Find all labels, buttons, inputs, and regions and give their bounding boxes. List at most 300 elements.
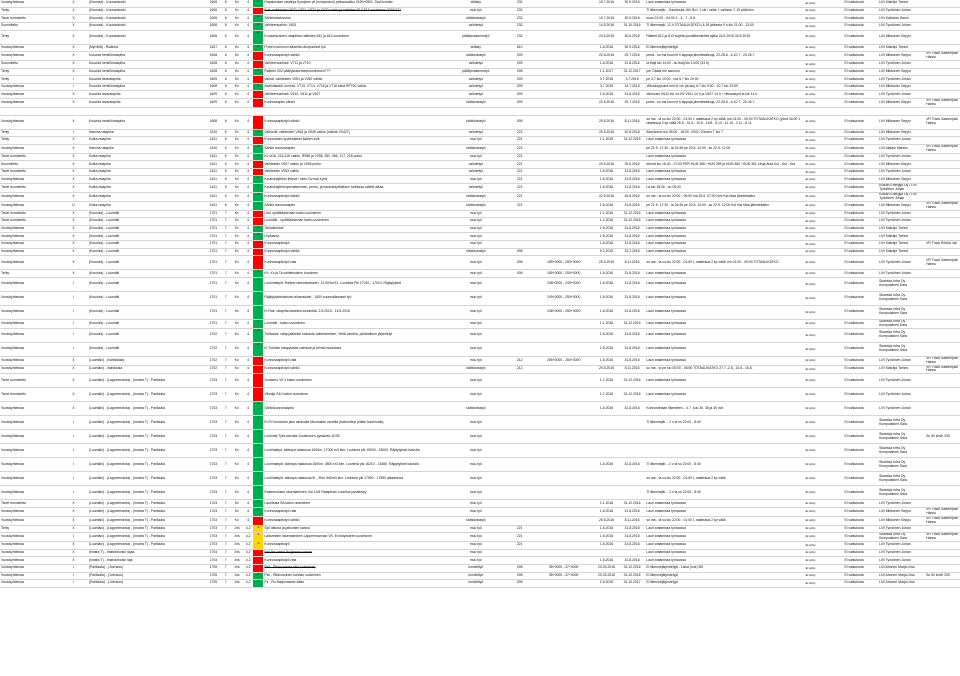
status-cell: Vuosisyhteinaa xyxy=(0,144,59,153)
section-code-cell: 1705 xyxy=(206,580,220,588)
start-date-cell xyxy=(594,486,619,500)
work-type-cell: muu työ xyxy=(445,277,506,291)
contractor-cell xyxy=(925,184,960,193)
traffic-arrangement-cell: Tl liikennejär. - 2 x la su 22:00 - 8:40 xyxy=(645,458,804,472)
region-cell: 4,2 xyxy=(243,564,253,572)
area-code-cell: 7 xyxy=(221,516,231,525)
location-cell: (Luumäki) - (Lappeenranta) - (Imatra T) - Parikkala xyxy=(88,507,206,516)
impact-cell: Ei vaikutusta xyxy=(843,129,878,137)
status-cell: Tarve tunnistettu xyxy=(0,15,59,23)
district-cell: Kv xyxy=(231,256,243,270)
traffic-arrangement-cell: Lauri antamissa työraossa xyxy=(645,549,804,557)
description-cell: Louhintatyöt: aldeaya ratalukua 1600m, 4800 m3 klm. Louhinta plk 16210 - 16350. Räjäytykset kaivulla xyxy=(263,458,445,472)
priority-cell xyxy=(253,233,263,241)
end-date-cell: 31.12.2016 xyxy=(619,218,646,226)
description-cell: Sähkö kunnossapito xyxy=(263,144,445,153)
section-code-cell: 1608 xyxy=(206,60,220,68)
end-date-cell: 31.12.2016 xyxy=(619,210,646,218)
contractor-cell xyxy=(925,15,960,23)
location-cell: (Luumäki) - (Lappeenranta) - (Imatra T) - Parikkala xyxy=(88,374,206,388)
end-date-cell: 29.7.2016 xyxy=(619,52,646,61)
impact-cell: Ei vaikutusta xyxy=(843,458,878,472)
priority-cell xyxy=(253,210,263,218)
location-cell: (Luumäki) - (Lappeenranta) - (Imatra T) - Parikkala xyxy=(88,542,206,550)
track-cell: 232 xyxy=(506,22,533,30)
description-cell: Vaihteenvaihdot: V711 ja V710 xyxy=(263,60,445,68)
status-cell: Vuosisyhteinaa xyxy=(0,365,59,374)
start-date-cell xyxy=(594,7,619,15)
type-cell: X xyxy=(59,270,88,278)
priority-marker: 2 xyxy=(253,233,263,240)
track-cell: 222 xyxy=(506,129,533,137)
end-date-cell: 30.9.2016 xyxy=(619,15,646,23)
priority-marker: 3 xyxy=(253,542,263,549)
track-cell: 009 xyxy=(506,99,533,108)
type-cell: X xyxy=(59,525,88,533)
start-date-cell: 1.6.2016 xyxy=(594,458,619,472)
area-code-cell: 7 xyxy=(221,486,231,500)
work-type-cell: muu työ xyxy=(445,388,506,402)
description-cell: Kunnossapitotyö sähkö xyxy=(263,516,445,525)
type-cell: X xyxy=(59,516,88,525)
description-cell: Vaihteiden V053 vaihto xyxy=(263,168,445,176)
location-cell: (Kouvola) - Luumäki xyxy=(88,277,206,291)
location-cell: (Luumäki) - (Lappeenranta) - (Imatra T) - Parikkala xyxy=(88,472,206,486)
end-date-cell: 26.8.2016 xyxy=(619,192,646,201)
section-code-cell: 1701 xyxy=(206,291,220,305)
table-row xyxy=(0,305,960,319)
track-cell: 221 xyxy=(506,176,533,184)
work-type-cell: vaihdetyö xyxy=(445,83,506,91)
end-date-cell xyxy=(619,549,646,557)
table-row xyxy=(0,365,960,374)
section-code-cell: 1611 xyxy=(206,176,220,184)
priority-marker: 1 xyxy=(253,366,263,374)
section-code-cell: 1703 xyxy=(206,542,220,550)
type-cell: X xyxy=(59,15,88,23)
area-code-cell: 6 xyxy=(221,30,231,44)
work-type-cell: muu työ xyxy=(445,291,506,305)
start-date-cell: 1.1.2016 xyxy=(594,388,619,402)
state-cell: Ei tehty xyxy=(805,68,844,76)
priority-marker: 2 xyxy=(253,130,263,137)
responsible-cell: LiVi Tyndönen Juhan xyxy=(878,7,925,15)
location-cell: Kotka ratapiha xyxy=(88,168,206,176)
type-cell: X xyxy=(59,115,88,129)
responsible-cell: Skanska Infra Oy Kumpulainen Sara xyxy=(878,291,925,305)
status-cell: Vuosisyhteinaa xyxy=(0,580,59,588)
start-date-cell xyxy=(594,472,619,486)
status-cell: Vuosisyhteinaa xyxy=(0,516,59,525)
work-type-cell: vaihdetyö xyxy=(445,60,506,68)
traffic-arrangement-cell: Lauri antamissa työraossa xyxy=(645,328,804,342)
type-cell: X xyxy=(59,557,88,565)
region-cell: 4 xyxy=(243,44,253,52)
work-type-cell: muu työ xyxy=(445,153,506,161)
impact-cell: Ei vaikutusta xyxy=(843,444,878,458)
location-cell: Kouvola henkilöratapiha xyxy=(88,52,206,61)
impact-cell: Ei vaikutusta xyxy=(843,365,878,374)
priority-marker: 1 xyxy=(253,357,263,365)
status-cell: Suunniteltu xyxy=(0,22,59,30)
km-range-cell: 248+0000 - 249+0000 xyxy=(533,277,594,291)
area-code-cell: 7 xyxy=(221,365,231,374)
work-type-cell: muu työ xyxy=(445,444,506,458)
district-cell: Kv xyxy=(231,68,243,76)
table-row xyxy=(0,15,960,23)
description-cell: Luumäki - katon uusiminen xyxy=(263,319,445,328)
table-row xyxy=(0,30,960,44)
status-cell: Suunniteltu xyxy=(0,161,59,169)
work-type-cell: muu työ xyxy=(445,542,506,550)
status-cell: Vuosisyhteinaa xyxy=(0,542,59,550)
priority-cell xyxy=(253,277,263,291)
status-cell: Vuosisyhteinaa xyxy=(0,176,59,184)
state-cell: Ei tehty xyxy=(805,533,844,542)
priority-cell xyxy=(253,137,263,145)
region-cell: 4 xyxy=(243,430,253,444)
track-cell xyxy=(506,277,533,291)
area-code-cell xyxy=(221,107,231,115)
status-cell: Suunniteltu xyxy=(0,60,59,68)
type-cell: X xyxy=(59,137,88,145)
type-cell: X xyxy=(59,7,88,15)
traffic-arrangement-cell: Tl liikennejär. - Kaudessa 16h Ilt-rl. 1 vkl / raide + vaiheen 7-19 päivinen xyxy=(645,7,804,15)
impact-cell: Ei vaikutusta xyxy=(843,76,878,84)
state-cell: Ei tehty xyxy=(805,549,844,557)
contractor-cell xyxy=(925,328,960,342)
section-code-cell: 1703 xyxy=(206,458,220,472)
priority-cell xyxy=(253,15,263,23)
traffic-arrangement-cell: ottoluuse V610 klo 14:00/ V611 14 h ja V627 14 h = hitsaustyöt la lue 14 h xyxy=(645,91,804,99)
priority-cell xyxy=(253,153,263,161)
km-range-cell xyxy=(533,549,594,557)
region-cell: 4 xyxy=(243,201,253,210)
area-code-cell: 7 xyxy=(221,225,231,233)
traffic-arrangement-cell: Lauri antamissa työraossa xyxy=(645,248,804,256)
state-cell: Ei tehty xyxy=(805,516,844,525)
section-code-cell: 1611 xyxy=(206,192,220,201)
track-cell: 221 xyxy=(506,533,533,542)
priority-marker: 2 xyxy=(253,84,263,91)
section-code-cell: 1705 xyxy=(206,564,220,572)
start-date-cell: 1.6.2016 xyxy=(594,168,619,176)
priority-cell xyxy=(253,107,263,115)
priority-marker: 1 xyxy=(253,374,263,387)
traffic-arrangement-cell: Lauri antamissa työraossa xyxy=(645,500,804,508)
contractor-cell xyxy=(925,161,960,169)
table-row xyxy=(0,270,960,278)
area-code-cell: 7 xyxy=(221,472,231,486)
work-type-cell: muu työ xyxy=(445,225,506,233)
description-cell: Kuusankosken ratapihan raiteiden 812 ja 813 uusiminen xyxy=(263,30,445,44)
status-cell: Tehty xyxy=(0,525,59,533)
work-type-cell: muu työ xyxy=(445,319,506,328)
end-date-cell: 31.8.2016 xyxy=(619,328,646,342)
state-cell: Ei tehty xyxy=(805,176,844,184)
area-code-cell: 6 xyxy=(221,22,231,30)
track-cell xyxy=(506,233,533,241)
table-row xyxy=(0,192,960,201)
section-code-cell: 1611 xyxy=(206,201,220,210)
priority-cell xyxy=(253,402,263,416)
section-code-cell: 1608 xyxy=(206,68,220,76)
priority-cell xyxy=(253,30,263,44)
traffic-arrangement-cell: Lauri antamissa työraossa xyxy=(645,270,804,278)
end-date-cell: 8.11.2016 xyxy=(619,516,646,525)
location-cell: (Kouvola) - Luumäki xyxy=(88,319,206,328)
section-code-cell: 1703 xyxy=(206,507,220,516)
km-range-cell xyxy=(533,83,594,91)
start-date-cell: 1.1.2016 xyxy=(594,210,619,218)
start-date-cell: 1.6.2016 xyxy=(594,44,619,52)
section-code-cell: 1703 xyxy=(206,500,220,508)
district-cell xyxy=(231,107,243,115)
priority-cell xyxy=(253,388,263,402)
type-cell: I xyxy=(59,533,88,542)
km-range-cell: 35+0000 - 37+0000 xyxy=(533,572,594,580)
end-date-cell: 31.10.2016 xyxy=(619,564,646,572)
district-cell: Kv xyxy=(231,388,243,402)
work-type-cell: muu työ xyxy=(445,342,506,356)
priority-cell xyxy=(253,184,263,193)
priority-cell xyxy=(253,557,263,565)
description-cell: Vaihat. vaihteiden V051 ja V052 vaihto xyxy=(263,76,445,84)
track-cell: 232 xyxy=(506,7,533,15)
contractor-cell xyxy=(925,210,960,218)
type-cell: X xyxy=(59,233,88,241)
priority-cell xyxy=(253,305,263,319)
track-cell xyxy=(506,486,533,500)
region-cell: 4 xyxy=(243,319,253,328)
area-code-cell: 6 xyxy=(221,7,231,15)
contractor-cell xyxy=(925,0,960,7)
contractor-cell xyxy=(925,444,960,458)
contractor-cell: VR Track Saarenpää Hannu xyxy=(925,533,960,542)
type-cell: X xyxy=(59,365,88,374)
contractor-cell: VR Track Saarenpää Hannu xyxy=(925,201,960,210)
responsible-cell: Skanska Infra Oy Kumpulainen Sara xyxy=(878,305,925,319)
track-cell xyxy=(506,557,533,565)
type-cell: I xyxy=(59,472,88,486)
contractor-cell xyxy=(925,7,960,15)
status-cell: Vuosisyhteinaa xyxy=(0,416,59,430)
impact-cell: Ei vaikutusta xyxy=(843,564,878,572)
priority-marker: 3 xyxy=(253,550,263,557)
priority-cell xyxy=(253,60,263,68)
district-cell: Kv xyxy=(231,30,243,44)
table-row xyxy=(0,137,960,145)
district-cell: Kv xyxy=(231,305,243,319)
km-range-cell xyxy=(533,68,594,76)
region-cell: 4 xyxy=(243,15,253,23)
work-type-cell: sähköratatyö xyxy=(445,365,506,374)
status-cell xyxy=(0,107,59,115)
work-type-cell: muu työ xyxy=(445,533,506,542)
table-row xyxy=(0,549,960,557)
km-range-cell xyxy=(533,225,594,233)
location-cell: (Luumäki) - (Lappeenranta) - (Imatra T) - Parikkala xyxy=(88,388,206,402)
start-date-cell: 1.6.2016 xyxy=(594,580,619,588)
location-cell: (Luumäki) - (Lappeenranta) - (Imatra T) - Parikkala xyxy=(88,500,206,508)
contractor-cell xyxy=(925,233,960,241)
section-code-cell: 1611 xyxy=(206,137,220,145)
km-range-cell xyxy=(533,184,594,193)
status-cell: Vuosisyhteinaa xyxy=(0,52,59,61)
track-cell: 009 xyxy=(506,52,533,61)
status-cell: Vuosisyhteinaa xyxy=(0,328,59,342)
end-date-cell: 31.8.2016 xyxy=(619,241,646,249)
region-cell: 4 xyxy=(243,218,253,226)
priority-marker: 2 xyxy=(253,154,263,161)
type-cell: I xyxy=(59,580,88,588)
state-cell: Ei tehty xyxy=(805,430,844,444)
region-cell: 4 xyxy=(243,210,253,218)
track-cell xyxy=(506,516,533,525)
traffic-arrangement-cell: Lauri antamissa työraossa xyxy=(645,319,804,328)
table-row xyxy=(0,76,960,84)
area-code-cell: 6 xyxy=(221,129,231,137)
state-cell: Ei tehty xyxy=(805,52,844,61)
section-code-cell: 1609 xyxy=(206,99,220,108)
priority-marker: 2 xyxy=(253,343,263,356)
state-cell: Ei tehty xyxy=(805,564,844,572)
responsible-cell: LiVi Mikkonen Seppo xyxy=(878,68,925,76)
location-cell: (Kouvola) - Luumäki xyxy=(88,291,206,305)
work-type-cell: vaihdetyö xyxy=(445,168,506,176)
km-range-cell xyxy=(533,430,594,444)
location-cell: Hamina ratapiha xyxy=(88,129,206,137)
priority-cell xyxy=(253,144,263,153)
track-cell xyxy=(506,328,533,342)
end-date-cell: 31.8.2016 xyxy=(619,60,646,68)
area-code-cell: 6 xyxy=(221,161,231,169)
contractor-cell: VR Track Saarenpää Hannu xyxy=(925,365,960,374)
table-row xyxy=(0,430,960,444)
type-cell: X xyxy=(59,68,88,76)
state-cell: Ei tehty xyxy=(805,305,844,319)
traffic-arrangement-cell: Tl liikennejär. - 2 x la su 22:00 - 8:40 xyxy=(645,486,804,500)
region-cell: 4 xyxy=(243,76,253,84)
region-cell: 4 xyxy=(243,472,253,486)
track-cell xyxy=(506,500,533,508)
area-code-cell: 6 xyxy=(221,137,231,145)
responsible-cell: LiVi Mikkonen Seppo xyxy=(878,83,925,91)
section-code-cell: 1703 xyxy=(206,430,220,444)
state-cell: Ei tehty xyxy=(805,0,844,7)
description-cell: Kv ut16, 216,218 vaihto, R958 ja V258, 260, 066, 217, 218 purku xyxy=(263,153,445,161)
responsible-cell: LiVi Käkräpi Tommi xyxy=(878,248,925,256)
table-row xyxy=(0,444,960,458)
priority-cell xyxy=(253,44,263,52)
track-cell xyxy=(506,225,533,233)
area-code-cell: 6 xyxy=(221,192,231,201)
state-cell: Ei tehty xyxy=(805,153,844,161)
type-cell: I xyxy=(59,277,88,291)
area-code-cell: 7 xyxy=(221,458,231,472)
traffic-arrangement-cell xyxy=(645,444,804,458)
table-row xyxy=(0,256,960,270)
priority-marker: 2 xyxy=(253,329,263,342)
responsible-cell: LiVi Mikkonen Seppo xyxy=(878,129,925,137)
km-range-cell xyxy=(533,210,594,218)
district-cell: Kv xyxy=(231,184,243,193)
traffic-arrangement-cell: Lauri antamissa työraossa xyxy=(645,0,804,7)
work-type-cell: lumisilttyö xyxy=(445,564,506,572)
location-cell: (Kouvola) - Kuusankoski xyxy=(88,15,206,23)
traffic-arrangement-cell: Ei liikennejärjestelyjä xyxy=(645,572,804,580)
traffic-arrangement-cell: Lauri antamissa työraossa xyxy=(645,225,804,233)
area-code-cell: 6 xyxy=(221,115,231,129)
contractor-cell xyxy=(925,342,960,356)
priority-cell xyxy=(253,201,263,210)
type-cell: X xyxy=(59,52,88,61)
district-cell: Jns xyxy=(231,542,243,550)
area-code-cell: 7 xyxy=(221,248,231,256)
priority-marker: 1 xyxy=(253,76,263,83)
start-date-cell: 24.5.2015 xyxy=(594,30,619,44)
section-code-cell: 1703 xyxy=(206,472,220,486)
type-cell: X xyxy=(59,60,88,68)
district-cell: Kv xyxy=(231,153,243,161)
state-cell: Ei tehty xyxy=(805,248,844,256)
start-date-cell: 3.7.2015 xyxy=(594,83,619,91)
start-date-cell: 1.6.2016 xyxy=(594,507,619,516)
region-cell: 4 xyxy=(243,416,253,430)
area-code-cell: 6 xyxy=(221,153,231,161)
priority-marker: 2 xyxy=(253,278,263,291)
responsible-cell: LiVi Mikkonen Seppo xyxy=(878,507,925,516)
description-cell: Vaihteenvaihdot: V610, V611 ja V627 xyxy=(263,91,445,99)
section-code-cell: 1703 xyxy=(206,444,220,458)
section-code-cell: 1606 xyxy=(206,22,220,30)
work-type-cell: muu työ xyxy=(445,374,506,388)
district-cell: Kv xyxy=(231,356,243,365)
description-cell: Kunnossapitotyö sähkö xyxy=(263,115,445,129)
priority-marker: 1 xyxy=(253,517,263,525)
table-row xyxy=(0,564,960,572)
traffic-arrangement-cell: La klo 18:30 - su 09:30 xyxy=(645,184,804,193)
priority-cell xyxy=(253,580,263,588)
table-row xyxy=(0,83,960,91)
end-date-cell xyxy=(619,144,646,153)
region-cell: 4 xyxy=(243,233,253,241)
state-cell: Ei tehty xyxy=(805,365,844,374)
location-cell: Hamina ratapiha xyxy=(88,144,206,153)
status-cell: Vuosisyhteinaa xyxy=(0,241,59,249)
location-cell: (Parikkala) - (Joensuu) xyxy=(88,580,206,588)
type-cell xyxy=(59,107,88,115)
area-code-cell: 6 xyxy=(221,83,231,91)
type-cell: X xyxy=(59,374,88,388)
impact-cell: Ei vaikutusta xyxy=(843,44,878,52)
km-range-cell xyxy=(533,7,594,15)
description-cell: Kunnossapitotyö sähkö xyxy=(263,52,445,61)
impact-cell: Ei vaikutusta xyxy=(843,153,878,161)
district-cell: Jns xyxy=(231,572,243,580)
work-type-cell: muu työ xyxy=(445,305,506,319)
start-date-cell: 1.6.2016 xyxy=(594,328,619,342)
status-cell: Tarve tunnistettu xyxy=(0,184,59,193)
track-cell xyxy=(506,458,533,472)
priority-marker: 3 xyxy=(253,557,263,564)
responsible-cell: Skanska Infra Oy Kumpulainen Sara xyxy=(878,277,925,291)
track-cell: 006 xyxy=(506,572,533,580)
impact-cell: Ei vaikutusta xyxy=(843,210,878,218)
district-cell: Kv xyxy=(231,277,243,291)
impact-cell: Ei vaikutusta xyxy=(843,225,878,233)
impact-cell: Ei vaikutusta xyxy=(843,7,878,15)
